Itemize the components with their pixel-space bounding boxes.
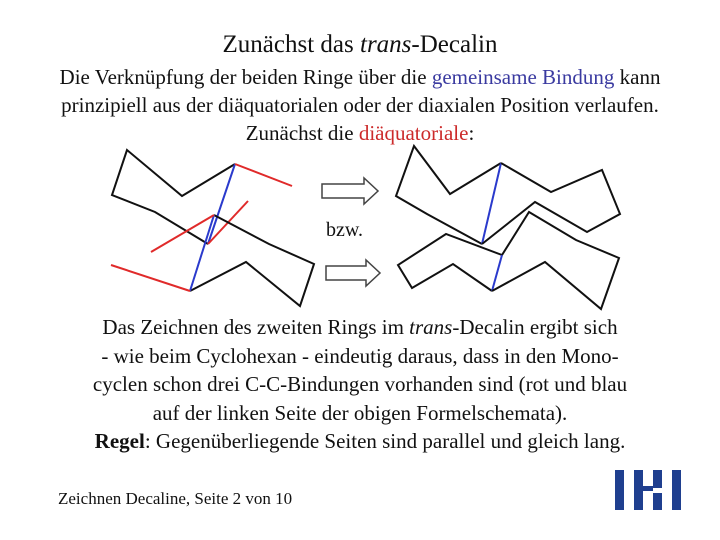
para-line-3: cyclen schon drei C-C-Bindungen vorhanden sind (rot und blau — [92, 372, 628, 396]
intro-line-2: prinzipiell aus der diäquatorialen oder der diaxialen Position verlaufen. — [61, 93, 659, 117]
para-line-1-a: Das Zeichnen des zweiten Rings im — [102, 315, 410, 339]
rule-text: : Gegenüberliegende Seiten sind parallel und gleich lang. — [144, 429, 626, 453]
intro-line-1-a: Die Verknüpfung der beiden Ringe über die — [59, 65, 432, 89]
para-line-2: - wie beim Cyclohexan - eindeutig daraus, dass in den Mono- — [101, 343, 619, 368]
page-footer: Zeichnen Decaline, Seite 2 von 10 — [58, 489, 293, 508]
para-line-1-b: -Decalin ergibt sich — [452, 315, 618, 339]
right-arrow-icon — [322, 178, 378, 204]
title-prefix: Zunächst das — [222, 31, 360, 58]
bottom-right-decalin — [398, 212, 619, 309]
para-line-4: auf der linken Seite der obigen Formelschemata). — [152, 400, 568, 425]
intro-line-3-a: Zunächst die — [245, 121, 359, 145]
intro-red-term: diäquatoriale — [358, 121, 469, 145]
equatorial-red-bond-upper — [235, 164, 292, 186]
shared-blue-bond — [208, 164, 235, 244]
ring-black-bonds — [112, 150, 235, 244]
intro-blue-term: gemeinsame Bindung — [431, 65, 615, 89]
bzw-label: bzw. — [326, 219, 364, 241]
intro-line-1-b: kann — [614, 65, 661, 89]
university-logo-icon — [612, 466, 684, 512]
explanation-paragraph — [0, 313, 720, 456]
axial-red-bond-lower — [111, 265, 190, 291]
para-line-5 — [0, 427, 720, 456]
title-italic: trans — [360, 31, 412, 58]
top-right-decalin — [396, 146, 620, 244]
top-left-cyclohexane — [112, 150, 292, 244]
rule-label: Regel — [94, 429, 145, 453]
right-arrow-icon — [326, 260, 380, 286]
para-line-1 — [0, 313, 720, 342]
title-suffix: -Decalin — [411, 31, 498, 58]
para-line-1-italic: trans — [409, 315, 453, 339]
intro-line-3-b: : — [468, 121, 475, 145]
